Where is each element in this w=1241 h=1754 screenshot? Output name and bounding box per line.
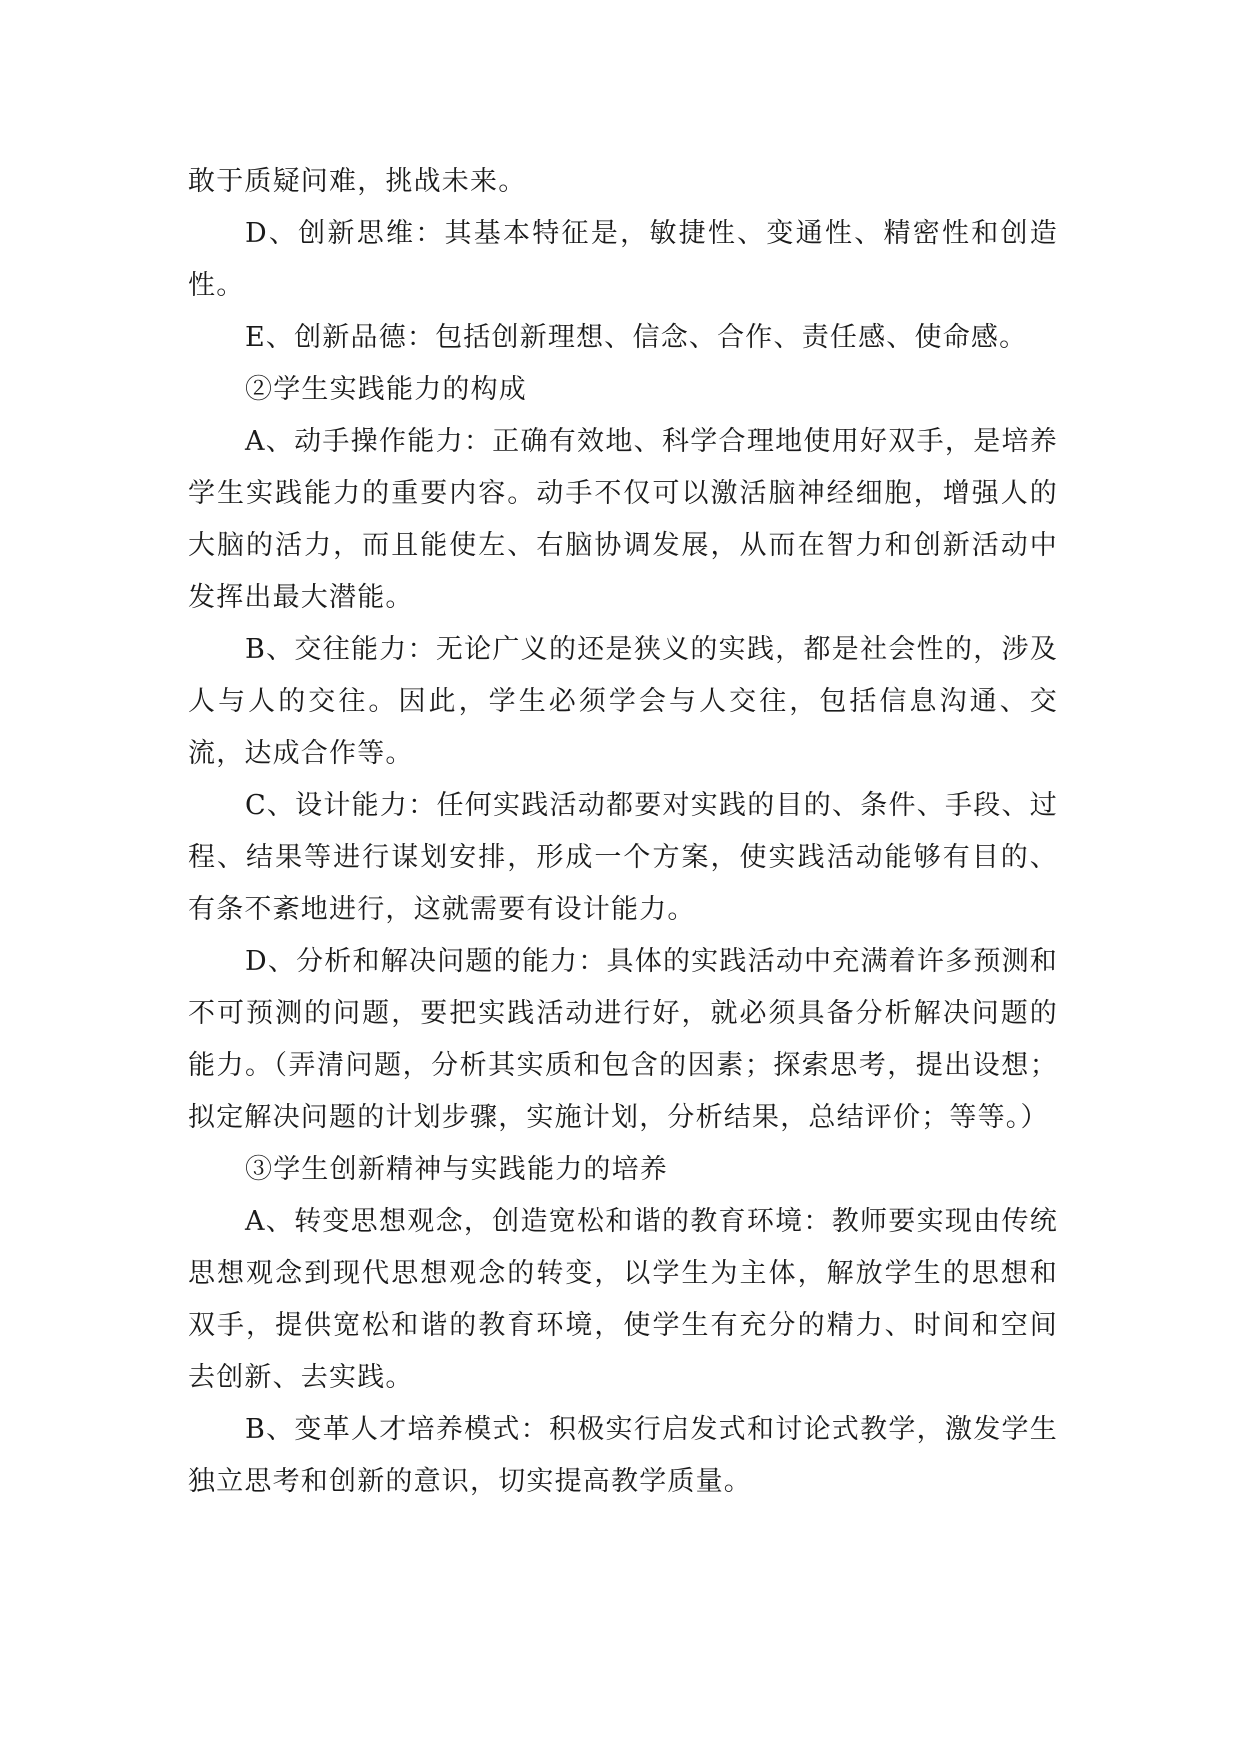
- paragraph-design-ability: C、设计能力：任何实践活动都要对实践的目的、条件、手段、过程、结果等进行谋划安排，形成一个方案，使实践活动能够有目的、有条不紊地进行，这就需要有设计能力。: [188, 790, 1058, 925]
- paragraph-creative-morality: E、创新品德：包括创新理想、信念、合作、责任感、使命感。: [245, 322, 1028, 353]
- document-body: [188, 156, 1058, 1508]
- paragraph-problem-solving-ability: D、分析和解决问题的能力：具体的实践活动中充满着许多预测和不可预测的问题，要把实践活动进行好，就必须具备分析解决问题的能力。（弄清问题，分析其实质和包含的因素；探索思考，提出设想；拟定解决问题的计划步骤，实施计划，分析结果，总结评价；等等。）: [188, 946, 1058, 1133]
- paragraph-communication-ability: B、交往能力：无论广义的还是狭义的实践，都是社会性的，涉及人与人的交往。因此，学生必须学会与人交往，包括信息沟通、交流，达成合作等。: [188, 634, 1058, 769]
- paragraph-continuation: 敢于质疑问难，挑战未来。: [188, 166, 527, 197]
- paragraph-hands-on-ability: A、动手操作能力：正确有效地、科学合理地使用好双手，是培养学生实践能力的重要内容。动手不仅可以激活脑神经细胞，增强人的大脑的活力，而且能使左、右脑协调发展，从而在智力和创新活动中发挥出最大潜能。: [188, 426, 1058, 613]
- paragraph-reform-training-model: B、变革人才培养模式：积极实行启发式和讨论式教学，激发学生独立思考和创新的意识，切实提高教学质量。: [188, 1414, 1058, 1497]
- paragraph-creative-thinking: D、创新思维：其基本特征是，敏捷性、变通性、精密性和创造性。: [188, 218, 1058, 301]
- section-heading-cultivation: ③学生创新精神与实践能力的培养: [245, 1154, 668, 1185]
- section-heading-practice-ability: ②学生实践能力的构成: [245, 374, 527, 405]
- paragraph-change-concepts: A、转变思想观念，创造宽松和谐的教育环境：教师要实现由传统思想观念到现代思想观念的转变，以学生为主体，解放学生的思想和双手，提供宽松和谐的教育环境，使学生有充分的精力、时间和空间去创新、去实践。: [188, 1206, 1058, 1393]
